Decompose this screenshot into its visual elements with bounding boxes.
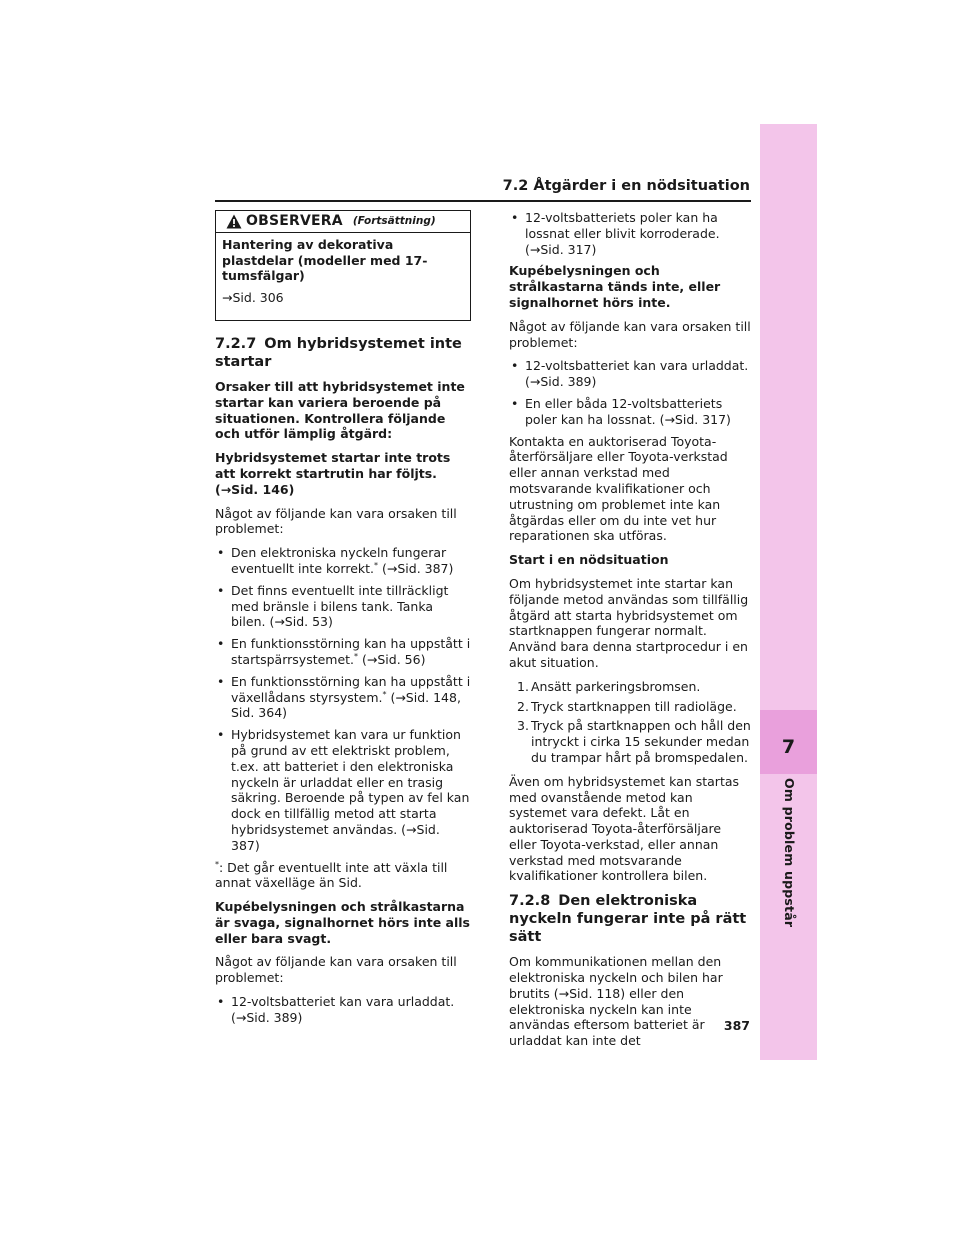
section-title-728 [509,892,751,946]
observera-heading: Hantering av dekorativa plastdelar (modeller med 17-tumsfälgar) [222,236,428,284]
observera-header [216,211,470,233]
emergency-heading: Start i en nödsituation [509,552,669,568]
footnote: *: Det går eventuellt inte att växla till annat växelläge än Sid. [215,859,448,891]
section-number: 7.2.7 [215,335,257,352]
cause-list-2 [215,994,471,1026]
chapter-title: Om problem uppstår [782,778,797,928]
left-column [215,210,471,1032]
cause-list-2-cont [509,210,751,257]
warning-icon [226,214,242,229]
chapter-side-tab [760,124,817,1060]
cause-list-3 [509,358,751,427]
observera-body [216,233,470,320]
list-item: • 12-voltsbatteriet kan vara urladdat. (→Sid. 389) [215,994,471,1026]
running-header: 7.2 Åtgärder i en nödsituation [502,178,750,194]
subheading-2: Kupébelysningen och strålkastarna är svaga, signalhornet hörs inte alls eller bara svagt. [215,899,470,946]
section-number: 7.2.8 [509,893,551,910]
list-item: • Det finns eventuellt inte tillräckligt med bränsle i bilens tank. Tanka bilen. (→Sid. 53) [215,583,471,630]
subheading-1: Hybridsystemet startar inte trots att korrekt startrutin har följts. (→Sid. 146) [215,450,451,497]
observera-title: OBSERVERA [246,213,343,229]
observera-continued: (Fortsättning) [352,215,436,227]
lead-text-2: Något av följande kan vara orsaken till problemet: [215,954,457,986]
right-column [509,210,751,1057]
list-item: • En funktionsstörning kan ha uppstått i startspärrsystemet.* (→Sid. 56) [215,636,471,668]
emergency-steps [509,679,751,766]
header-rule [215,200,751,202]
emergency-intro: Om hybridsystemet inte startar kan följande metod användas som tillfällig åtgärd att starta hybridsystemet om startknappen fungerar normalt. Använd bara denna startprocedur i en akut situation. [509,575,749,670]
section-728-text: Om kommunikationen mellan den elektroniska nyckeln och bilen har brutits (→Sid. 118) eller den elektroniska nyckeln kan inte användas eftersom batteriet är urladdat kan inte det [509,954,723,1049]
page-number: 387 [723,1018,750,1033]
list-item: • En eller båda 12-voltsbatteriets poler kan ha lossnat. (→Sid. 317) [509,396,751,428]
chapter-number: 7 [781,736,796,758]
contact-text: Kontakta en auktoriserad Toyota-återförsäljare eller Toyota-verkstad eller annan verkstad med motsvarande kvalifikationer och utrustning om problemet inte kan åtgärdas eller om du inte vet hur reparationen ska utföras. [509,433,728,544]
lead-text-1: Något av följande kan vara orsaken till problemet: [215,505,457,537]
step-item: 1. Ansätt parkeringsbromsen. [517,678,701,694]
observera-box [215,210,471,321]
lead-text-3: Något av följande kan vara orsaken till problemet: [509,318,751,350]
emergency-outro: Även om hybridsystemet kan startas med ovanstående metod kan systemet vara defekt. Låt en auktoriserad Toyota-återförsäljare eller Toyota-verkstad, eller annan verkstad med motsvarande kvalifikationer kontrollera bilen. [509,773,740,884]
list-item: • 12-voltsbatteriet kan vara urladdat. (→Sid. 389) [509,358,751,390]
section-intro: Orsaker till att hybridsystemet inte startar kan variera beroende på situationen. Kontrollera följande och utför lämplig åtgärd: [215,378,465,442]
list-item: • Den elektroniska nyckeln fungerar eventuellt inte korrekt.* (→Sid. 387) [215,545,471,577]
list-item: • Hybridsystemet kan vara ur funktion på grund av ett elektriskt problem, t.ex. att batteriet i den elektroniska nyckeln är urladdat eller en trasig säkring. Beroende på typen av fel kan dock en tillfällig metod att starta hybridsystemet användas. (→Sid. 387) [215,727,471,853]
list-item: • En funktionsstörning kan ha uppstått i växellådans styrsystem.* (→Sid. 148, Sid. 364) [215,674,471,721]
step-item: 2. Tryck startknappen till radioläge. [517,698,737,714]
list-item: • 12-voltsbatteriets poler kan ha lossnat eller blivit korroderade. (→Sid. 317) [509,210,751,257]
observera-ref[interactable]: →Sid. 306 [222,290,284,306]
cause-list-1 [215,545,471,853]
subheading-3: Kupébelysningen och strålkastarna tänds inte, eller signalhornet hörs inte. [509,263,721,310]
section-title-text: Om hybridsystemet inte startar [215,335,462,370]
section-title-text: Den elektroniska nyckeln fungerar inte på rätt sätt [509,893,747,946]
section-title-727 [215,335,471,371]
step-item: 3. Tryck på startknappen och håll den intryckt i cirka 15 sekunder medan du trampar hårt på bromspedalen. [517,718,751,765]
